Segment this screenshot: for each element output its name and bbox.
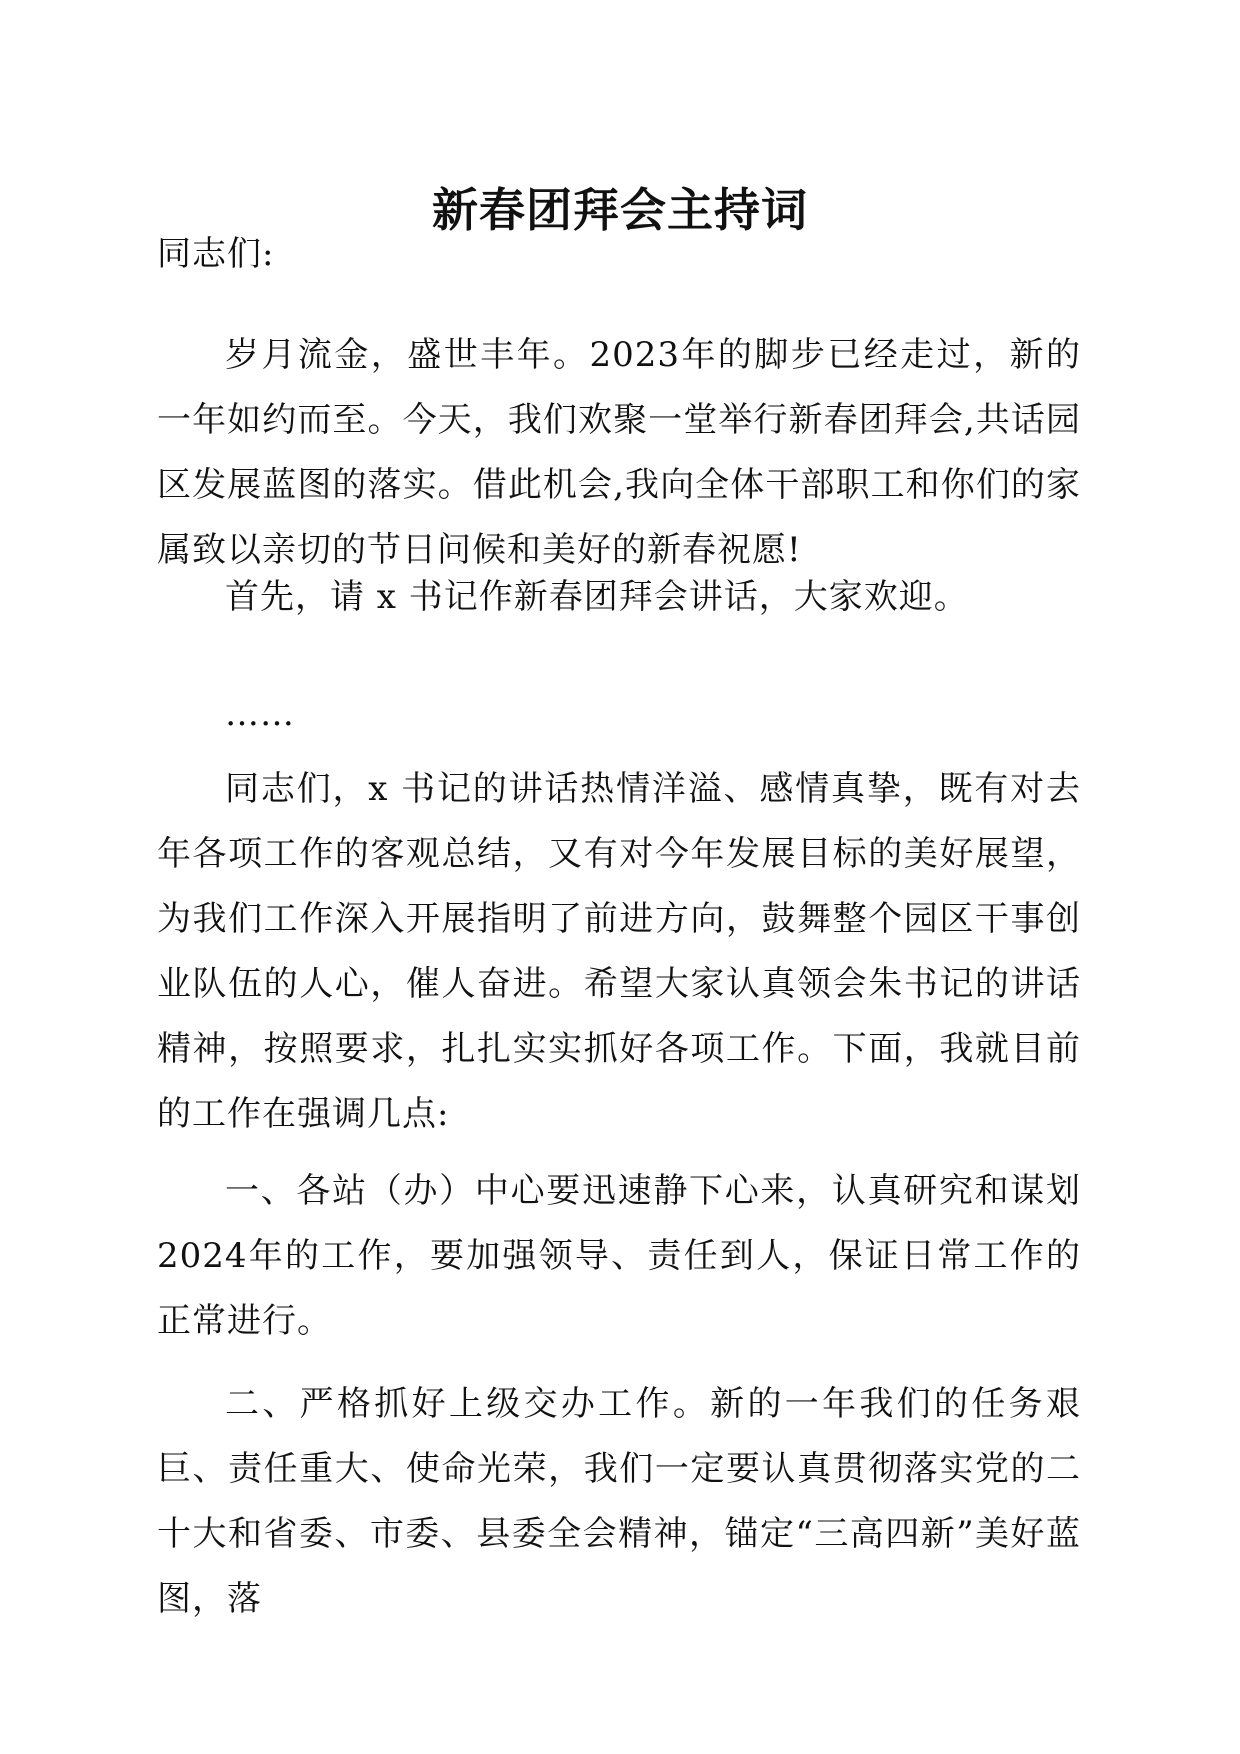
paragraph-point-one: 一、各站（办）中心要迅速静下心来，认真研究和谋划2024年的工作，要加强领导、责任到人，保证日常工作的正常进行。 <box>157 1171 1081 1341</box>
paragraph-summary: 同志们，x 书记的讲话热情洋溢、感情真挚，既有对去年各项工作的客观总结，又有对今年发展目标的美好展望，为我们工作深入开展指明了前进方向，鼓舞整个园区干事创业队伍的人心，催人奋进。希望大家认真领会朱书记的讲话精神，按照要求，扎扎实实抓好各项工作。下面，我就目前的工作在强调几点: <box>157 769 1081 1134</box>
paragraph-ellipsis: …… <box>225 694 295 734</box>
salutation: 同志们: <box>157 234 275 274</box>
paragraph-invite-speech: 首先，请 x 书记作新春团拜会讲话，大家欢迎。 <box>225 577 969 617</box>
paragraph-point-two: 二、严格抓好上级交办工作。新的一年我们的任务艰巨、责任重大、使命光荣，我们一定要认真贯彻落实党的二十大和省委、市委、县委全会精神，锚定“三高四新”美好蓝图，落 <box>157 1384 1081 1619</box>
paragraph-opening: 岁月流金，盛世丰年。2023年的脚步已经走过，新的一年如约而至。今天，我们欢聚一堂举行新春团拜会,共话园区发展蓝图的落实。借此机会,我向全体干部职工和你们的家属致以亲切的节日问候和美好的新春祝愿! <box>157 335 1081 570</box>
document-title: 新春团拜会主持词 <box>432 183 808 237</box>
